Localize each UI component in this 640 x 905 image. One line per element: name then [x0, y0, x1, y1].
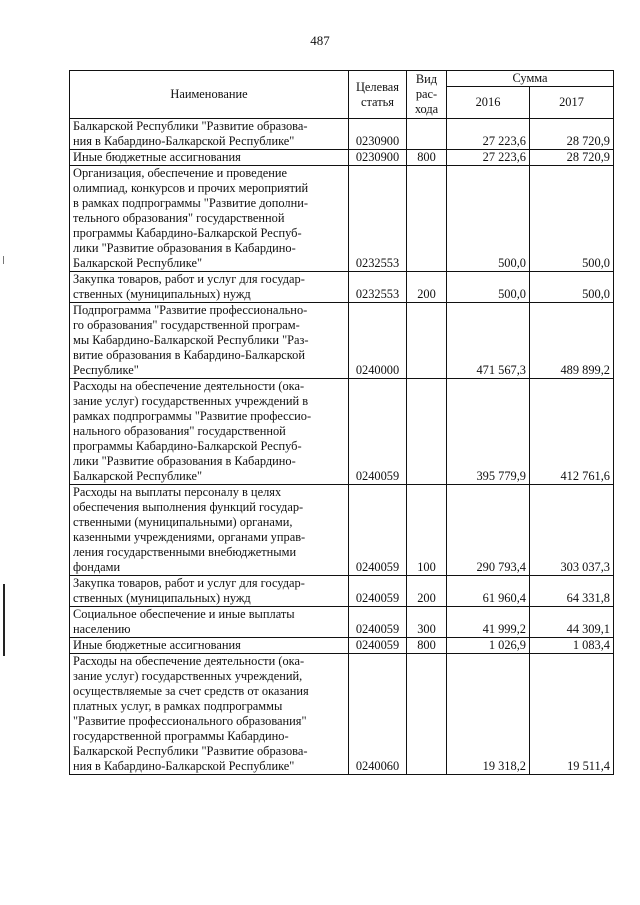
header-name: Наименование	[70, 71, 349, 119]
row-target-article: 0232553	[349, 166, 407, 272]
row-expense-type: 200	[407, 576, 447, 607]
row-target-article: 0240059	[349, 607, 407, 638]
row-sum-2016: 27 223,6	[447, 119, 530, 150]
table-row	[70, 303, 614, 379]
row-target-article: 0230900	[349, 119, 407, 150]
table-body	[70, 119, 614, 775]
row-expense-type	[407, 303, 447, 379]
row-sum-2017: 64 331,8	[530, 576, 614, 607]
header-sum: Сумма	[447, 71, 614, 87]
row-expense-type	[407, 119, 447, 150]
row-expense-type: 800	[407, 638, 447, 654]
row-target-article: 0240059	[349, 485, 407, 576]
row-expense-type: 100	[407, 485, 447, 576]
row-sum-2017: 1 083,4	[530, 638, 614, 654]
header-expense-type: Вид рас- хода	[407, 71, 447, 119]
row-sum-2016: 61 960,4	[447, 576, 530, 607]
header-year-2016: 2016	[447, 87, 530, 119]
row-expense-type	[407, 654, 447, 775]
row-name: Расходы на обеспечение деятельности (ока- зание услуг) государственных учреждений, осуществляемые за счет средств от оказания платных услуг, в рамках подпрограммы "Развитие профессионального образования" государственной программы Кабардино- Балкарской Республики "Развитие образова- ния в Кабардино-Балкарской Республике"	[70, 654, 349, 775]
row-name: Иные бюджетные ассигнования	[70, 150, 349, 166]
row-sum-2017: 303 037,3	[530, 485, 614, 576]
row-target-article: 0240000	[349, 303, 407, 379]
row-expense-type: 200	[407, 272, 447, 303]
row-name: Закупка товаров, работ и услуг для государ- ственных (муниципальных) нужд	[70, 272, 349, 303]
row-sum-2016: 41 999,2	[447, 607, 530, 638]
table-row	[70, 576, 614, 607]
table-row	[70, 119, 614, 150]
table-row	[70, 654, 614, 775]
row-target-article: 0240059	[349, 379, 407, 485]
table-row	[70, 485, 614, 576]
row-name: Организация, обеспечение и проведение олимпиад, конкурсов и прочих мероприятий в рамках подпрограммы "Развитие дополни- тельного образования" государственной программы Кабардино-Балкарской Респуб- лики "Развитие образования в Кабардино- Балкарской Республике"	[70, 166, 349, 272]
table-row	[70, 638, 614, 654]
row-target-article: 0232553	[349, 272, 407, 303]
row-sum-2016: 1 026,9	[447, 638, 530, 654]
budget-table	[69, 70, 614, 775]
header-target-article: Целевая статья	[349, 71, 407, 119]
row-name: Расходы на обеспечение деятельности (ока- зание услуг) государственных учреждений в рамках подпрограммы "Развитие профессио- нального образования" государственной программы Кабардино-Балкарской Респуб- лики "Развитие образования в Кабардино- Балкарской Республике"	[70, 379, 349, 485]
table-row	[70, 150, 614, 166]
row-sum-2016: 500,0	[447, 166, 530, 272]
table-row	[70, 166, 614, 272]
row-name: Подпрограмма "Развитие профессионально- го образования" государственной програм- мы Кабардино-Балкарской Республики "Раз- витие образования в Кабардино-Балкарской Республике"	[70, 303, 349, 379]
row-sum-2017: 28 720,9	[530, 150, 614, 166]
row-expense-type	[407, 379, 447, 485]
row-sum-2016: 395 779,9	[447, 379, 530, 485]
header-year-2017: 2017	[530, 87, 614, 119]
row-target-article: 0240059	[349, 638, 407, 654]
row-sum-2017: 500,0	[530, 166, 614, 272]
page-number: 487	[310, 33, 330, 48]
row-name: Балкарской Республики "Развитие образова- ния в Кабардино-Балкарской Республике"	[70, 119, 349, 150]
row-sum-2017: 19 511,4	[530, 654, 614, 775]
row-sum-2016: 27 223,6	[447, 150, 530, 166]
row-target-article: 0230900	[349, 150, 407, 166]
row-name: Закупка товаров, работ и услуг для государ- ственных (муниципальных) нужд	[70, 576, 349, 607]
margin-mark	[3, 584, 5, 656]
row-sum-2016: 500,0	[447, 272, 530, 303]
row-sum-2016: 290 793,4	[447, 485, 530, 576]
row-target-article: 0240059	[349, 576, 407, 607]
margin-mark	[3, 256, 4, 264]
row-sum-2017: 44 309,1	[530, 607, 614, 638]
row-expense-type	[407, 166, 447, 272]
row-sum-2017: 28 720,9	[530, 119, 614, 150]
table-row	[70, 379, 614, 485]
row-sum-2016: 19 318,2	[447, 654, 530, 775]
row-sum-2017: 412 761,6	[530, 379, 614, 485]
row-sum-2017: 489 899,2	[530, 303, 614, 379]
table-row	[70, 272, 614, 303]
table-row	[70, 607, 614, 638]
row-name: Иные бюджетные ассигнования	[70, 638, 349, 654]
row-sum-2017: 500,0	[530, 272, 614, 303]
table-header	[70, 71, 614, 119]
row-sum-2016: 471 567,3	[447, 303, 530, 379]
row-target-article: 0240060	[349, 654, 407, 775]
row-expense-type: 300	[407, 607, 447, 638]
row-expense-type: 800	[407, 150, 447, 166]
row-name: Расходы на выплаты персоналу в целях обеспечения выполнения функций государ- ственными (муниципальными) органами, казенными учреждениями, органами управ- ления государственными внебюджетными фондами	[70, 485, 349, 576]
row-name: Социальное обеспечение и иные выплаты населению	[70, 607, 349, 638]
